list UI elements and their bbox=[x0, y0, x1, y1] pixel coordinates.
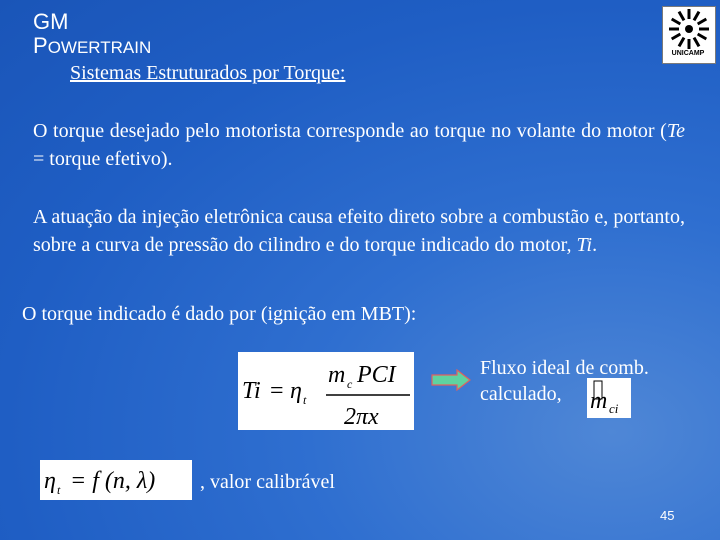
formula-equals: = bbox=[270, 378, 284, 404]
page-number: 45 bbox=[660, 508, 675, 523]
logo-caption: UNICAMP bbox=[671, 50, 705, 57]
paragraph2-text-b: . bbox=[592, 234, 598, 256]
indicated-torque-formula bbox=[238, 352, 414, 430]
formula-num-pci: PCI bbox=[357, 362, 396, 388]
efficiency-eta-sub: t bbox=[57, 483, 61, 497]
unicamp-logo-icon bbox=[663, 7, 715, 51]
company-line2-rest: OWERTRAIN bbox=[47, 38, 152, 57]
formula-eta-sub: t bbox=[303, 393, 307, 407]
right-arrow-icon bbox=[431, 369, 471, 391]
formula-num-m: m bbox=[328, 362, 346, 388]
paragraph2-variable: Ti bbox=[576, 234, 593, 256]
fuel-flow-symbol bbox=[587, 378, 631, 418]
company-line2 bbox=[33, 34, 151, 60]
paragraph-indicated-torque: O torque indicado é dado por (ignição em MBT): bbox=[22, 303, 417, 325]
formula-eta: η bbox=[290, 378, 302, 404]
efficiency-eta: η bbox=[44, 468, 56, 494]
company-name bbox=[33, 10, 151, 60]
paragraph1-text-a: O torque desejado pelo motorista corresponde ao torque no volante do motor ( bbox=[33, 120, 667, 142]
formula-num-sub: c bbox=[347, 377, 353, 391]
fuel-flow-symbol-m: m bbox=[590, 388, 608, 414]
calibrated-value-note: , valor calibrável bbox=[200, 471, 335, 493]
company-line2-initial: P bbox=[33, 33, 48, 58]
formula-lhs: Ti bbox=[242, 378, 261, 404]
paragraph2-text-a: A atuação da injeção eletrônica causa efeito direto sobre a combustão e, portanto, sobre a curva de pressão do cilindro e do torque indicado do motor, bbox=[33, 206, 685, 256]
formula-denominator: 2πx bbox=[344, 404, 379, 430]
fuel-flow-symbol-sub: ci bbox=[609, 401, 619, 416]
paragraph1-text-b: = torque efetivo). bbox=[33, 148, 173, 170]
fuel-flow-line1: Fluxo ideal de comb. bbox=[480, 357, 649, 379]
paragraph-effective-torque bbox=[33, 117, 685, 173]
efficiency-formula bbox=[40, 460, 192, 500]
company-line1: GM bbox=[33, 9, 69, 34]
efficiency-rhs: = f (n, λ) bbox=[70, 468, 156, 494]
fuel-flow-line2: calculado, bbox=[480, 383, 562, 405]
paragraph-injection bbox=[33, 203, 685, 259]
paragraph1-variable: Te bbox=[666, 120, 685, 142]
slide-title: Sistemas Estruturados por Torque: bbox=[70, 62, 346, 84]
